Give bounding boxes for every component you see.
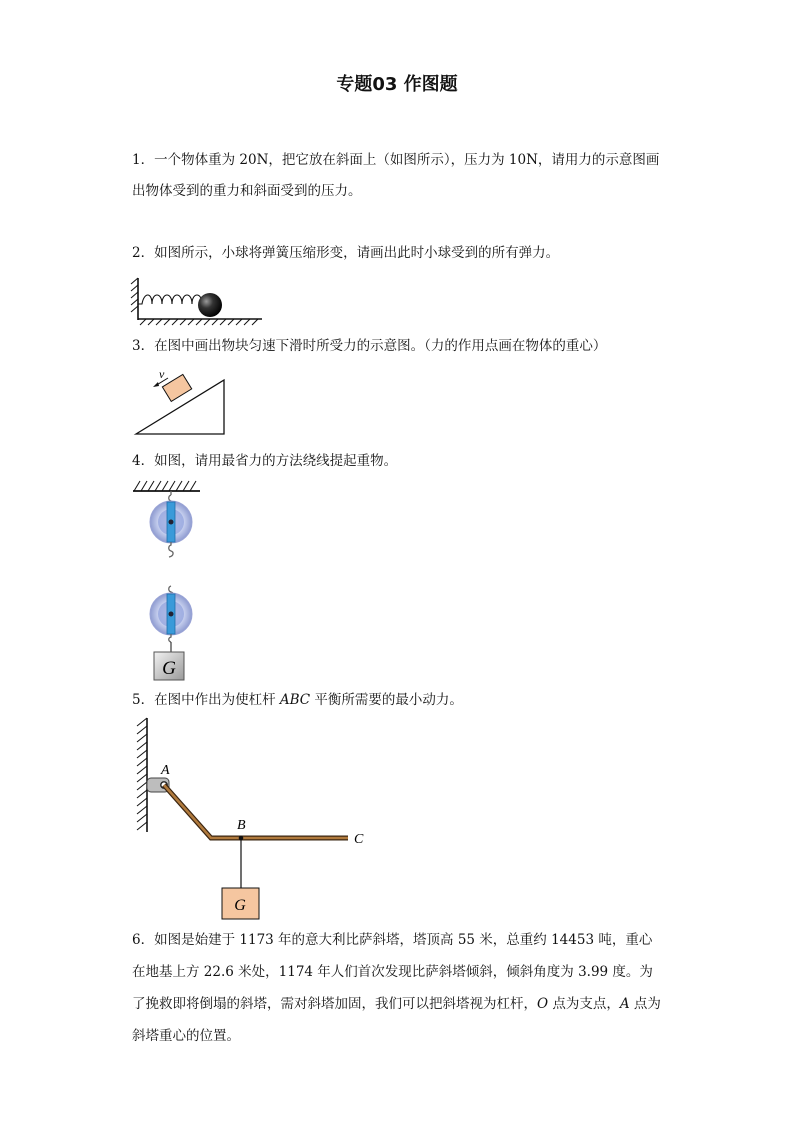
question-number: 3． (132, 338, 155, 354)
page-title: 专题03 作图题 (336, 74, 458, 95)
wall-hatch (131, 278, 138, 320)
question-number: 4． (132, 453, 155, 469)
point-a-label: A (161, 763, 170, 778)
ball (198, 293, 222, 317)
wall-hatch (137, 718, 147, 832)
question-number: 1． (132, 152, 155, 168)
question-text: 在图中作出为使杠杆 (154, 692, 280, 708)
floor-hatch (138, 319, 262, 325)
question-number: 2． (132, 245, 155, 261)
question-number: 6． (132, 932, 155, 948)
question-6 (132, 924, 664, 1052)
spring-ball-figure (130, 276, 270, 326)
question-text: 一个物体重为 20N，把它放在斜面上（如图所示），压力为 10N，请用力的示意图画出物体受到的重力和斜面受到的压力。 (132, 152, 660, 199)
spring (138, 295, 208, 304)
velocity-label: v (159, 367, 165, 381)
lever-abc (164, 785, 348, 838)
weight-label: G (162, 658, 176, 679)
question-3 (132, 331, 664, 362)
question-4 (132, 446, 664, 477)
movable-pulley (150, 586, 192, 652)
question-text: 点为支点， (548, 996, 620, 1012)
question-2 (132, 238, 664, 269)
point-o: O (537, 996, 549, 1012)
question-text: 如图是始建于 1173 年的意大利比萨斜塔，塔顶高 55 米，总重约 14453 吨，重心在地基上方 22.6 米处，1174 年人们首次发现比萨斜塔倾斜，倾斜角度为 3.99 度。为了挽救即将倒塌的斜塔，需对斜塔加固，我们可以把斜塔视为杠杆， (132, 932, 653, 1012)
question-number: 5． (132, 692, 155, 708)
question-text: 在图中画出物块匀速下滑时所受力的示意图。（力的作用点画在物体的重心） (154, 338, 607, 354)
lever-figure (130, 716, 380, 922)
question-text: 平衡所需要的最小动力。 (310, 692, 463, 708)
question-text: 如图所示，小球将弹簧压缩形变，请画出此时小球受到的所有弹力。 (154, 245, 560, 261)
incline-block-figure (134, 366, 229, 438)
fixed-pulley (150, 491, 192, 557)
weight-label: G (234, 897, 246, 914)
point-b-label: B (237, 818, 246, 833)
question-1 (132, 145, 664, 207)
pulley-system-figure (130, 476, 205, 682)
question-text: 点为斜塔重心的位置。 (132, 996, 661, 1044)
point-a: A (619, 996, 630, 1012)
ceiling-hatch (133, 481, 200, 491)
question-5 (132, 685, 664, 716)
lever-name: ABC (279, 692, 311, 708)
point-c-label: C (354, 832, 364, 847)
question-text: 如图，请用最省力的方法绕线提起重物。 (154, 453, 398, 469)
